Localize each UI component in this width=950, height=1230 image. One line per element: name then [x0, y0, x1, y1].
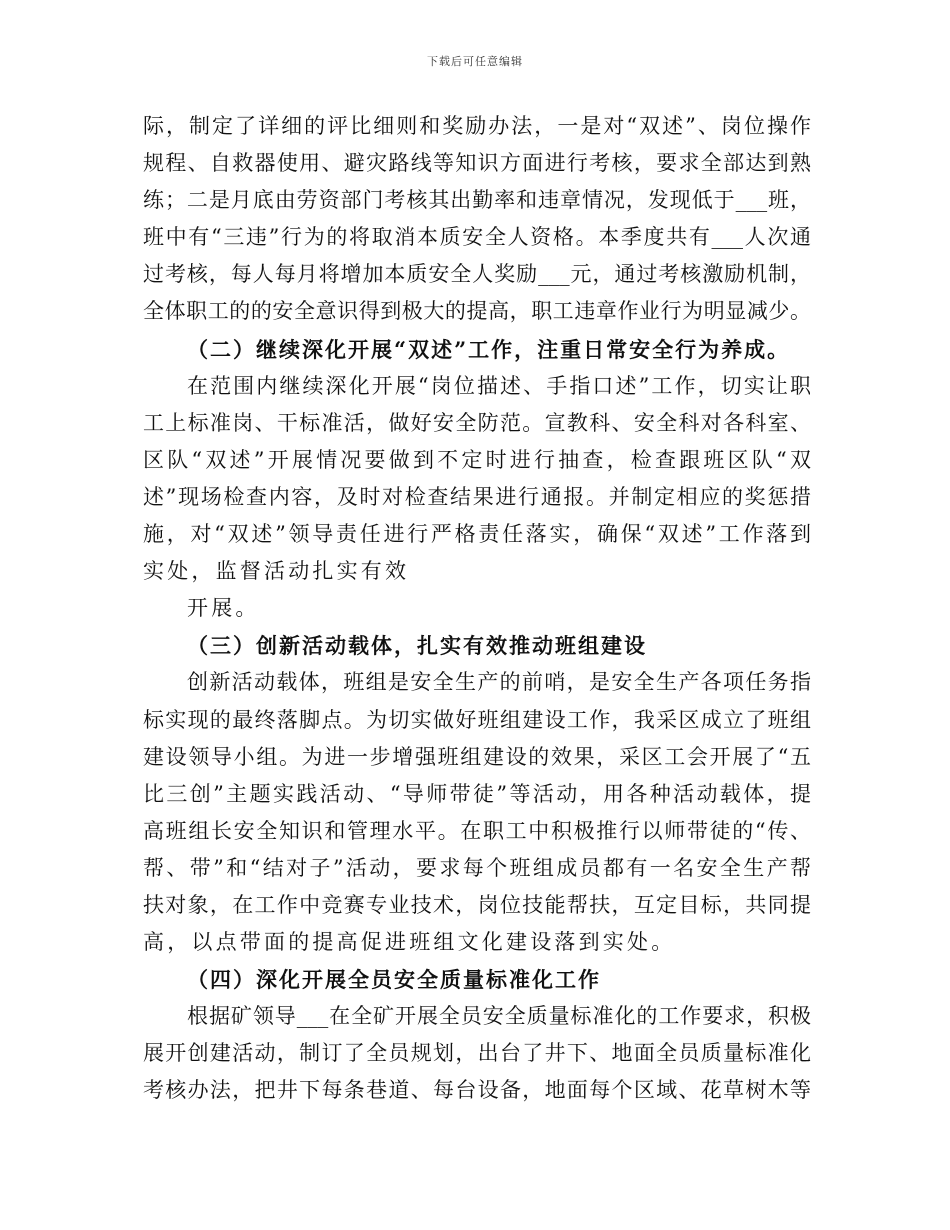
- text-line: 考核办法，把井下每条巷道、每台设备，地面每个区域、花草树木等: [143, 1078, 811, 1103]
- page-header-note: 下载后可任意编辑: [427, 55, 523, 68]
- text-line: 开展。: [187, 596, 260, 621]
- text-line: 在范围内继续深化开展“岗位描述、手指口述”工作，切实让职: [187, 373, 811, 398]
- document-body: [143, 108, 811, 1110]
- text-line: 帮、带”和“结对子”活动，要求每个班组成员都有一名安全生产帮: [143, 855, 811, 880]
- text-line: 班中有“三违”行为的将取消本质安全人资格。本季度共有___人次通: [143, 225, 811, 250]
- text-line: 扶对象，在工作中竞赛专业技术，岗位技能帮扶，互定目标，共同提: [143, 892, 811, 917]
- section-heading-2: （二）继续深化开展“双述”工作，注重日常安全行为养成。: [187, 336, 791, 362]
- text-line: 工上标准岗、干标准活，做好安全防范。宣教科、安全科对各科室、: [143, 410, 811, 435]
- text-line: 过考核，每人每月将增加本质安全人奖励___元，通过考核激励机制，: [143, 262, 811, 287]
- text-line: 施，对“双述”领导责任进行严格责任落实，确保“双述”工作落到: [143, 522, 811, 547]
- text-line: 根据矿领导___在全矿开展全员安全质量标准化的工作要求，积极: [187, 1004, 811, 1029]
- text-line: 述”现场检查内容，及时对检查结果进行通报。并制定相应的奖惩措: [143, 484, 811, 509]
- text-line: 展开创建活动，制订了全员规划，出台了井下、地面全员质量标准化: [143, 1041, 811, 1066]
- text-line: 比三创”主题实践活动、“导师带徒”等活动，用各种活动载体，提: [143, 781, 811, 806]
- text-line: 建设领导小组。为进一步增强班组建设的效果，采区工会开展了“五: [143, 744, 811, 769]
- text-line: 区队“双述”开展情况要做到不定时进行抽查，检查跟班区队“双: [143, 447, 811, 472]
- text-line: 全体职工的的安全意识得到极大的提高，职工违章作业行为明显减少。: [143, 299, 811, 324]
- text-line: 练；二是月底由劳资部门考核其出勤率和违章情况，发现低于___班，: [143, 188, 811, 213]
- text-line: 高班组长安全知识和管理水平。在职工中积极推行以师带徒的“传、: [143, 818, 811, 843]
- text-line: 高，以点带面的提高促进班组文化建设落到实处。: [143, 930, 676, 955]
- text-line: 规程、自救器使用、避灾路线等知识方面进行考核，要求全部达到熟: [143, 151, 811, 176]
- text-line: 际，制定了详细的评比细则和奖励办法，一是对“双述”、岗位操作: [143, 114, 811, 138]
- text-line: 实处，监督活动扎实有效: [143, 559, 410, 584]
- text-line: 标实现的最终落脚点。为切实做好班组建设工作，我采区成立了班组: [143, 707, 811, 732]
- section-heading-4: （四）深化开展全员安全质量标准化工作: [187, 967, 601, 993]
- section-heading-3: （三）创新活动载体，扎实有效推动班组建设: [187, 633, 647, 659]
- text-line: 创新活动载体，班组是安全生产的前哨，是安全生产各项任务指: [187, 670, 811, 695]
